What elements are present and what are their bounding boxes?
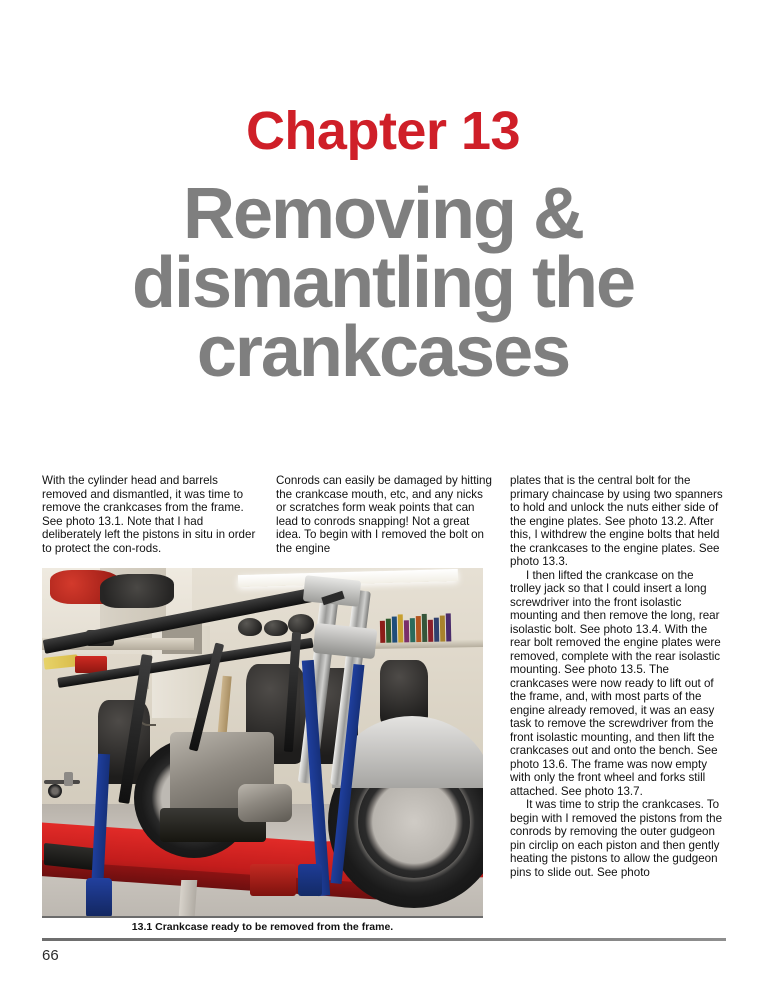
chapter-title-block: [0, 0, 766, 393]
figure-13-1-photo: [42, 568, 483, 916]
book-spine: [392, 617, 398, 643]
page-number: 66: [42, 947, 59, 964]
column-1-paragraph: With the cylinder head and barrels removed and dismantled, it was time to remove the crankcases from the frame. See photo 13.1. Note that I had deliberately left the pistons in situ in order to protect the con-rods.: [42, 474, 256, 555]
strap-bundle: [86, 878, 112, 916]
photo-illustration: [42, 568, 483, 916]
caption-rule: [42, 916, 483, 918]
book-spine: [404, 621, 409, 643]
shelf-clutter: [100, 574, 174, 608]
book-spine: [440, 616, 446, 642]
book-spine: [434, 618, 439, 642]
book-spine: [410, 618, 415, 642]
workbench-leg: [179, 880, 198, 916]
bookshelf-books: [380, 611, 465, 643]
chapter-title-line-1: Removing &: [182, 174, 584, 254]
book-spine: [398, 615, 404, 643]
helmet-right: [288, 614, 314, 634]
book-spine: [386, 619, 391, 643]
page-title: [68, 158, 698, 393]
trolley-jack-head: [250, 864, 296, 896]
book-spine: [428, 620, 433, 642]
body-column-3: [510, 474, 726, 879]
strap-ratchet: [298, 864, 322, 896]
book-spine: [422, 614, 428, 642]
footer-rule: [42, 938, 726, 941]
column-3-paragraph-3: It was time to strip the crankcases. To begin with I removed the pistons from the conrods by removing the outer gudgeon pin circlip on each piston and then gently heating the pistons to allow the gudgeon pins to slide out. See photo: [510, 798, 723, 879]
chapter-title-line-3: crankcases: [196, 312, 570, 393]
helmet-center: [264, 620, 288, 636]
chapter-label: Chapter 13: [245, 101, 521, 161]
column-2-paragraph: Conrods can easily be damaged by hitting the crankcase mouth, etc, and any nicks or scratches form weak points that can lead to conrods snapping! Not a great idea. To begin with I removed the bolt on the engine: [276, 474, 492, 555]
helmet-left: [238, 618, 262, 636]
fork-yoke-bottom: [313, 623, 378, 659]
column-3-paragraph-2: I then lifted the crankcase on the trolley jack so that I could insert a long screwdriver into the front isolastic mounting and then remove the long, rear isolastic bolt. See photo 13.4. With the rear bolt removed the engine plates were removed, complete with the rear isolastic mounting. See photo 13.5. The crankcases were now ready to lift out of the frame, and, with most parts of the engine already removed, it was an easy task to remove the screwdriver from the front isolastic mounting, and then lift the crankcases out and onto the bench. See photo 13.6. The frame was now empty with only the front wheel and forks still attached. See photo 13.7.: [510, 568, 721, 798]
column-3-paragraph-1: plates that is the central bolt for the primary chaincase by using two spanners to hold and unlock the nuts either side of the engine plates. See photo 13.2. After this, I withdrew the engine bolts that held the crankcases to the engine plates. See photo 13.3.: [510, 474, 723, 568]
engine-side-cover: [238, 784, 292, 822]
book-spine: [446, 614, 452, 642]
chapter-title-line-2: dismantling the: [131, 243, 635, 324]
book-spine: [380, 621, 385, 643]
figure-caption: 13.1 Crankcase ready to be removed from the frame.: [131, 921, 394, 933]
book-spine: [416, 616, 422, 642]
